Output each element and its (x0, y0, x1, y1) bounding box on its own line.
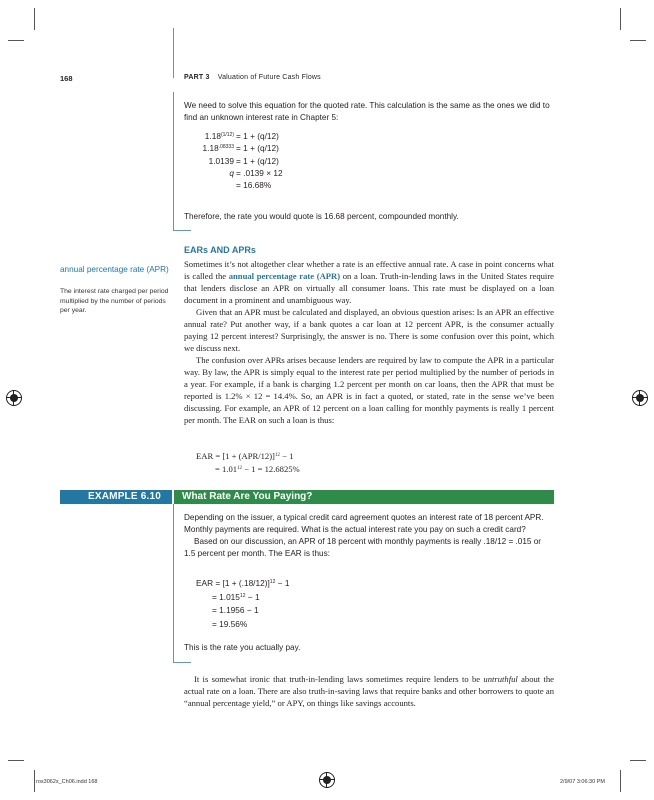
example-rule-foot (173, 662, 191, 663)
example-title: What Rate Are You Paying? (182, 491, 313, 502)
equation-row: $1.18^{(1/12)}$ = 1 + (q/12) (204, 131, 279, 141)
page-number: 168 (60, 74, 73, 83)
example-conclusion: This is the rate you actually pay. (184, 643, 301, 652)
running-head (184, 74, 321, 81)
paragraph: Sometimes it’s not altogether clear whether a rate is an effective annual rate. A case in point concerns what is called the annual percentage rate (APR) on a loan. Truth-in-lending laws in the United States require that lenders disclose an APR on virtually all consumer loans. This rate must be displayed on a loan document in a prominent and unambiguous way. (184, 259, 555, 305)
equation-row: $1.18^{.08333}$ = 1 + (q/12) (202, 143, 279, 154)
paragraph: Depending on the issuer, a typical credit card agreement quotes an interest rate of 18 percent APR. Monthly payments are required. What is the actual interest rate you pay on such a credit card? (184, 513, 544, 534)
closing-paragraph: It is somewhat ironic that truth-in-lending laws sometimes require lenders to be untruthful about the actual rate on a loan. There are also truth-in-saving laws that require banks and other borrowers to quote an “annual percentage yield,” or APY, on things like savings accounts. (184, 674, 554, 708)
paragraph: Based on our discussion, an APR of 18 percent with monthly payments is really .18/12 = .015 or 1.5 percent per month. The EAR is thus: (184, 537, 542, 558)
emphasis: untruthful (483, 674, 518, 684)
crop-mark (630, 40, 646, 41)
margin-definition: The interest rate charged per period multiplied by the number of periods per year. (60, 288, 169, 314)
crop-mark (620, 8, 621, 30)
example-body (184, 512, 554, 560)
registration-mark-icon (319, 772, 335, 788)
crop-mark (8, 760, 24, 761)
footer-timestamp: 2/9/07 3:06:30 PM (560, 779, 605, 785)
intro-rule-foot (173, 230, 191, 231)
part-label: PART 3 (184, 74, 210, 81)
crop-mark (620, 770, 621, 792)
example-label: EXAMPLE 6.10 (88, 491, 161, 502)
registration-mark-icon (6, 390, 22, 406)
registration-mark-icon (632, 390, 648, 406)
section-body (184, 258, 554, 426)
column-rule (173, 28, 174, 78)
crop-mark (630, 760, 646, 761)
key-term: annual percentage rate (APR) (228, 271, 341, 281)
equation-row: = 16.68% (236, 180, 272, 191)
intro-paragraph: We need to solve this equation for the quoted rate. This calculation is the same as the ones we did to find an unknown interest rate in Chapter 5: (184, 101, 550, 122)
intro-rule (173, 92, 174, 230)
crop-mark (34, 8, 35, 30)
margin-term: annual percentage rate (APR) (60, 265, 169, 274)
paragraph: Given that an APR must be calculated and displayed, an obvious question arises: Is an APR an effective annual rate? Put another way, if a bank quotes a car loan at 12 percent APR, is the consumer actually paying 12 percent interest? Surprisingly, the answer is no. There is some confusion over this point, which we discuss next. (184, 307, 554, 353)
section-heading: EARs AND APRs (184, 245, 256, 255)
crop-mark (8, 40, 24, 41)
example-equations: EAR = $[1 + (.18/12)]^{12} - 1$ = $1.015^{12} - 1$ = 1.1956 − 1 = 19.56% (196, 578, 290, 629)
apr-equation: EAR = $[1 + (APR/12)]^{12} - 1$ = $1.01^{12} - 1 = 12.6825\%$ (196, 451, 300, 474)
section-title: Valuation of Future Cash Flows (217, 74, 321, 81)
intro-conclusion: Therefore, the rate you would quote is 16.68 percent, compounded monthly. (184, 212, 459, 221)
example-rule (173, 504, 174, 662)
equation-row: 1.0139 = 1 + (q/12) (208, 155, 279, 166)
crop-mark (34, 770, 35, 792)
paragraph: The confusion over APRs arises because lenders are required by law to compute the APR in a particular way. By law, the APR is simply equal to the interest rate per period multiplied by the number of periods in a year. For example, if a bank is charging 1.2 percent per month on car loans, then the APR that must be reported is 1.2% × 12 = 14.4%. So, an APR is in fact a quoted, or stated, rate in the sense we’ve been discussing. For example, an APR of 12 percent on a loan calling for monthly payments is really 1 percent per month. The EAR on such a loan is thus: (184, 355, 554, 425)
footer-filename: ros3062x_Ch06.indd 168 (36, 779, 98, 785)
intro-equations (184, 130, 384, 191)
equation-row: q = .0139 × 12 (229, 167, 283, 178)
